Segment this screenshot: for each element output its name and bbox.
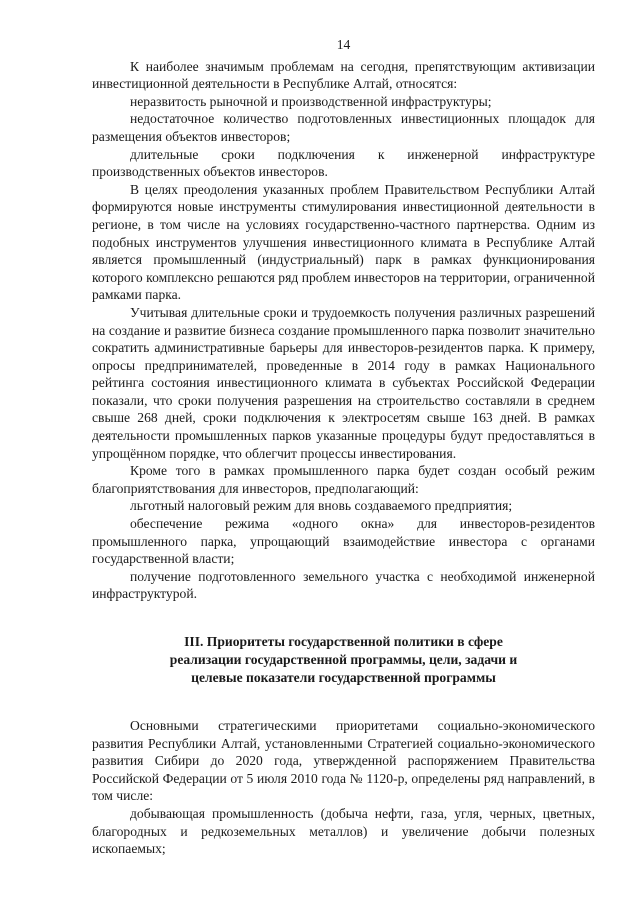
heading-line: целевые показатели государственной программы [191, 670, 496, 685]
section-heading [112, 633, 575, 687]
paragraph: получение подготовленного земельного участка с необходимой инженерной инфраструктурой. [92, 568, 595, 602]
document-page [92, 36, 595, 858]
paragraph: К наиболее значимым проблемам на сегодня, препятствующим активизации инвестиционной деятельности в Республике Алтай, относятся: [92, 58, 595, 92]
paragraph: недостаточное количество подготовленных инвестиционных площадок для размещения объектов инвесторов; [92, 111, 595, 144]
paragraph: В целях преодоления указанных проблем Правительством Республики Алтай формируются новые инструменты стимулирования инвестиционной деятельности в регионе, в том числе на условиях государственно-частного партнерства. Одним из подобных инструментов улучшения инвестиционного климата в Республике Алтай является промышленный (индустриальный) парк в рамках функционирования которого комплексно решаются ряд проблем инвесторов на территории, ограниченной рамками парка. [92, 181, 595, 303]
body-text-bottom [92, 717, 595, 858]
paragraph: льготный налоговый режим для вновь создаваемого предприятия; [130, 498, 513, 514]
paragraph: Кроме того в рамках промышленного парка будет создан особый режим благоприятствования для инвесторов, предполагающий: [92, 463, 595, 496]
body-text-top [92, 58, 595, 603]
paragraph: неразвитость рыночной и производственной инфраструктуры; [130, 93, 492, 109]
paragraph: длительные сроки подключения к инженерной инфраструктуре производственных объектов инвесторов. [92, 146, 595, 180]
paragraph: Основными стратегическими приоритетами социально-экономического развития Республики Алтай, установленными Стратегией социально-экономического развития Сибири до 2020 года, утвержденной распоряжением Правительства Российской Федерации от 5 июля 2010 года № 1120-р, определены ряд направлений, в том числе: [92, 718, 595, 804]
page-number: 14 [336, 37, 351, 52]
heading-line: реализации государственной программы, цели, задачи и [169, 652, 518, 667]
paragraph: Учитывая длительные сроки и трудоемкость получения различных разрешений на создание и развитие бизнеса создание промышленного парка позволит значительно сократить административные барьеры для инвесторов-резидентов парка. К примеру, опросы предпринимателей, проведенные в 2014 году в рамках Национального рейтинга состояния инвестиционного климата в субъектах Российской Федерации показали, что сроки получения разрешения на строительство составляли в среднем свыше 268 дней, сроки подключения к электросетям свыше 163 дней. В рамках деятельности промышленных парков указанные процедуры будут предоставляться в упрощённом порядке, что облегчит процессы инвестирования. [92, 304, 595, 461]
paragraph: добывающая промышленность (добыча нефти, газа, угля, черных, цветных, благородных и редкоземельных металлов) и увеличение добычи полезных ископаемых; [92, 805, 595, 857]
heading-line: III. Приоритеты государственной политики в сфере [184, 634, 503, 649]
paragraph: обеспечение режима «одного окна» для инвесторов-резидентов промышленного парка, упрощающий взаимодействие инвестора с органами государственной власти; [92, 516, 595, 567]
